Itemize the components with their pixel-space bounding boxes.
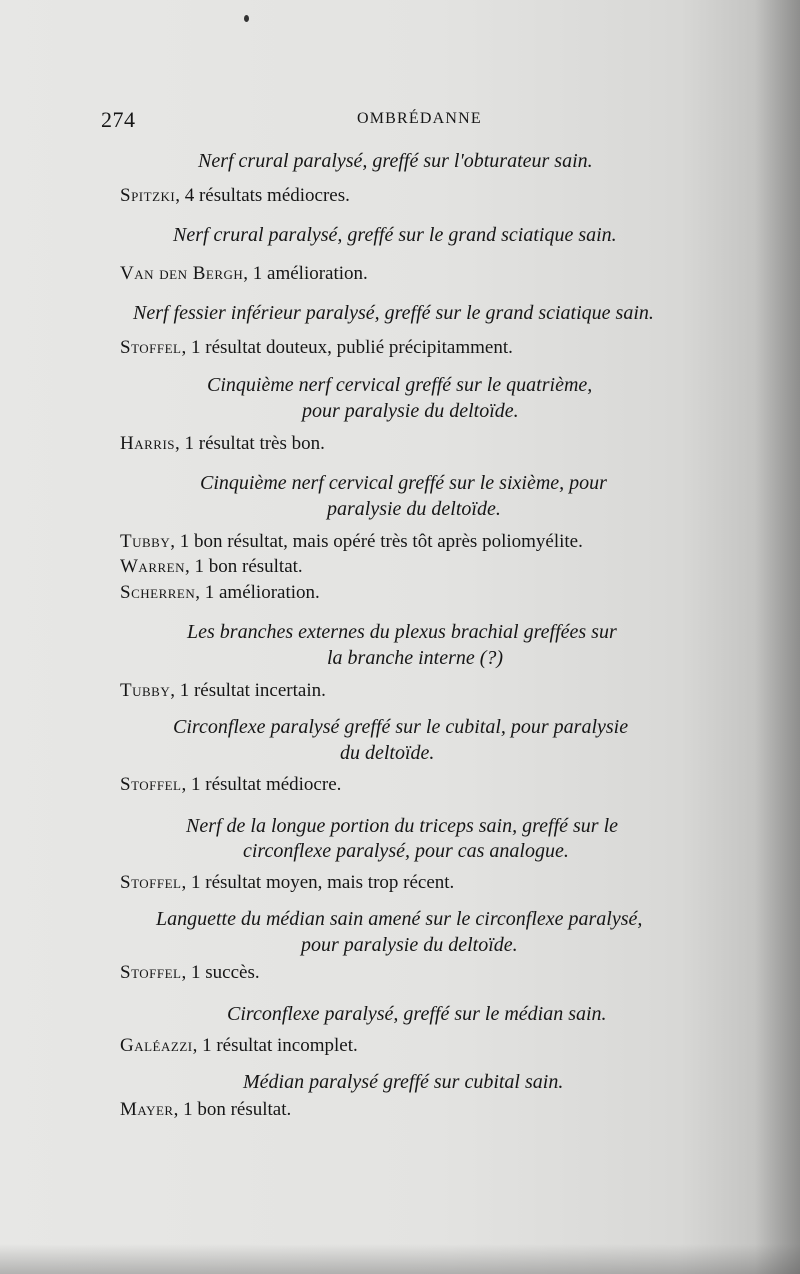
result-text: , 1 bon résultat, mais opéré très tôt après poliomyélite. xyxy=(170,531,583,552)
result-text: , 1 résultat douteux, publié précipitamment. xyxy=(181,337,513,358)
page-edge-shadow xyxy=(755,0,800,1274)
entry-heading: Circonflexe paralysé, greffé sur le médian sain. xyxy=(227,1003,607,1025)
entry-heading: du deltoïde. xyxy=(340,742,435,764)
result-line xyxy=(120,1035,358,1057)
author-name: Stoffel xyxy=(120,337,182,358)
entry-heading: paralysie du deltoïde. xyxy=(327,498,501,520)
entry-heading: Nerf fessier inférieur paralysé, greffé sur le grand sciatique sain. xyxy=(133,302,654,324)
result-text: , 1 bon résultat. xyxy=(173,1099,292,1120)
result-line xyxy=(120,680,326,702)
entry-heading: Les branches externes du plexus brachial greffées sur xyxy=(187,621,617,643)
entry-heading: Languette du médian sain amené sur le circonflexe paralysé, xyxy=(156,908,643,930)
entry-heading: pour paralysie du deltoïde. xyxy=(302,400,519,422)
author-name: Warren xyxy=(120,556,185,577)
result-text: , 4 résultats médiocres. xyxy=(175,185,350,206)
result-text: , 1 résultat moyen, mais trop récent. xyxy=(181,872,455,893)
entry-heading: Nerf crural paralysé, greffé sur l'obturateur sain. xyxy=(198,150,593,172)
author-name: Harris xyxy=(120,433,176,454)
author-name: Van den Bergh xyxy=(120,263,244,284)
entry-heading: Cinquième nerf cervical greffé sur le sixième, pour xyxy=(200,472,607,494)
author-name: Galéazzi xyxy=(120,1035,193,1056)
author-name: Spitzki xyxy=(120,185,176,206)
result-text: , 1 succès. xyxy=(181,962,260,983)
entry-heading: Nerf crural paralysé, greffé sur le grand sciatique sain. xyxy=(173,224,617,246)
result-text: , 1 résultat incertain. xyxy=(170,680,326,701)
result-line xyxy=(120,263,368,285)
page-header xyxy=(0,107,800,137)
result-text: , 1 résultat très bon. xyxy=(175,433,325,454)
author-name: Tubby xyxy=(120,680,171,701)
result-line xyxy=(120,531,583,553)
author-name: Stoffel xyxy=(120,774,182,795)
entry-heading: pour paralysie du deltoïde. xyxy=(301,934,518,956)
result-text: , 1 amélioration. xyxy=(243,263,368,284)
result-line xyxy=(120,962,260,984)
entry-heading: Circonflexe paralysé greffé sur le cubital, pour paralysie xyxy=(173,716,629,738)
result-line xyxy=(120,433,325,455)
page-number: 274 xyxy=(101,107,136,132)
result-line xyxy=(120,774,341,796)
result-line xyxy=(120,185,350,207)
entry-heading: circonflexe paralysé, pour cas analogue. xyxy=(243,840,569,862)
entry-heading: Médian paralysé greffé sur cubital sain. xyxy=(243,1071,564,1093)
result-text: , 1 résultat médiocre. xyxy=(181,774,342,795)
entry-heading: Nerf de la longue portion du triceps sain, greffé sur le xyxy=(186,815,619,837)
author-name: Stoffel xyxy=(120,962,182,983)
author-name: Tubby xyxy=(120,531,171,552)
entry-heading: Cinquième nerf cervical greffé sur le quatrième, xyxy=(207,374,593,396)
author-name: Scherren xyxy=(120,582,196,603)
entry-heading: la branche interne (?) xyxy=(327,647,504,669)
result-line xyxy=(120,556,303,578)
result-line xyxy=(120,1099,291,1121)
result-text: , 1 résultat incomplet. xyxy=(192,1035,358,1056)
result-line xyxy=(120,337,513,359)
page-bottom-shadow xyxy=(0,1244,800,1274)
result-line xyxy=(120,872,454,894)
author-name: Mayer xyxy=(120,1099,174,1120)
ink-speck xyxy=(244,15,249,22)
author-name: Stoffel xyxy=(120,872,182,893)
result-text: , 1 amélioration. xyxy=(195,582,320,603)
result-text: , 1 bon résultat. xyxy=(185,556,303,577)
result-line xyxy=(120,582,320,604)
running-head: OMBRÉDANNE xyxy=(357,110,482,127)
